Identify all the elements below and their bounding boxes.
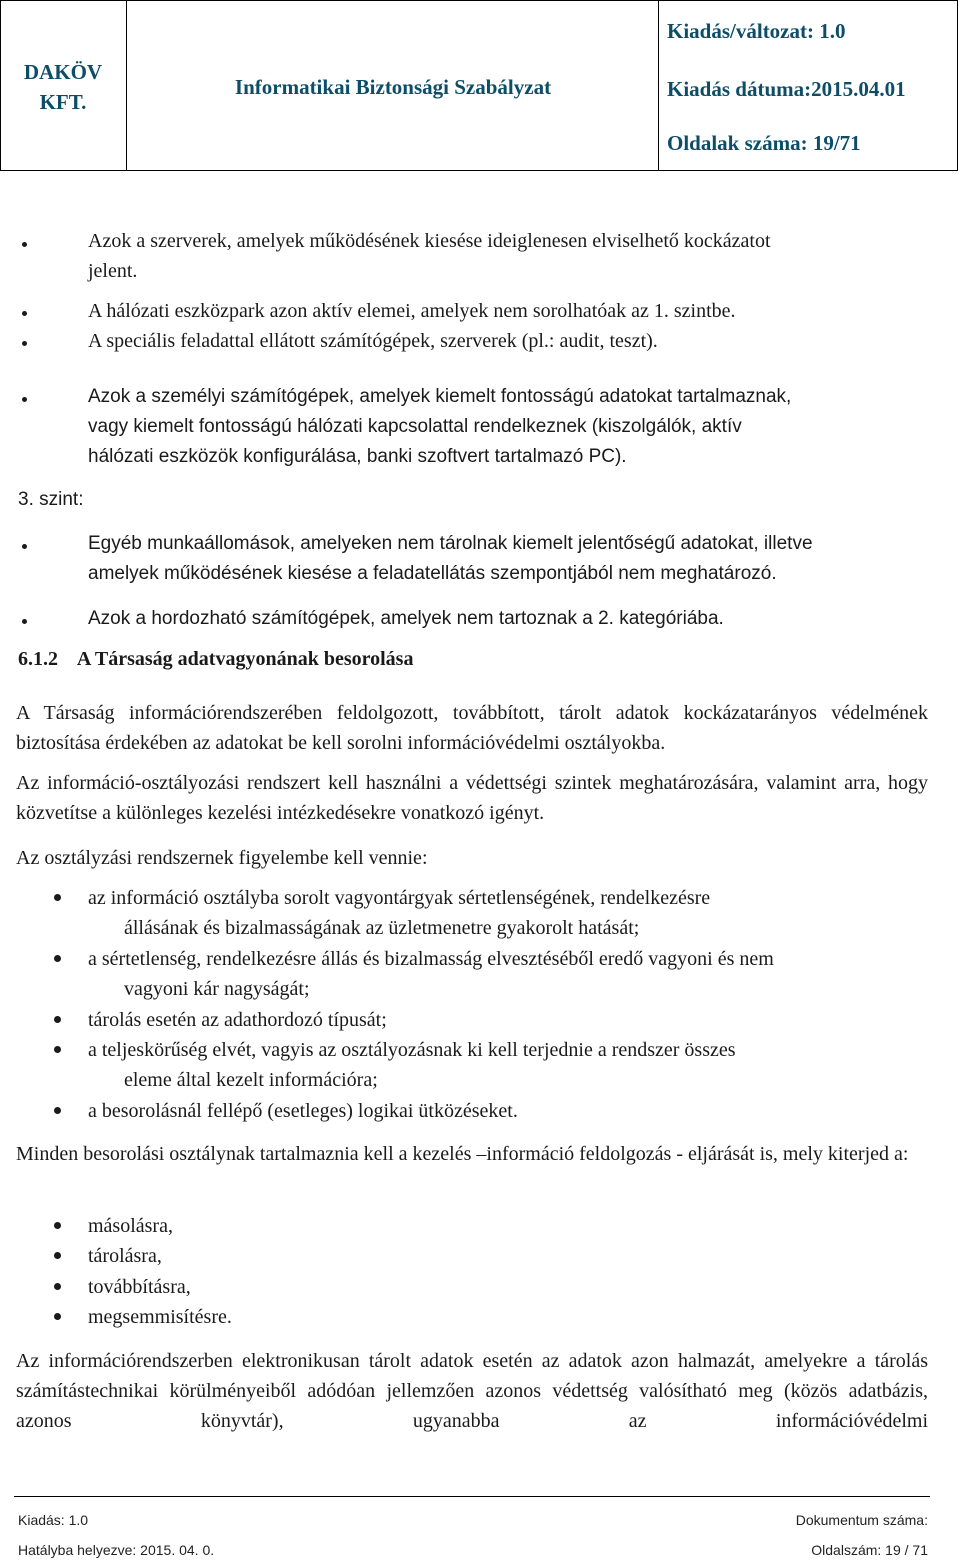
list-item-line: vagyoni kár nagyságát;: [124, 978, 310, 1000]
list-item-line: Egyéb munkaállomások, amelyeken nem tárolnak kiemelt jelentőségű adatokat, illetve: [88, 533, 813, 554]
bullet-icon: [54, 1222, 61, 1229]
page-count: Oldalak száma: 19/71: [667, 131, 861, 155]
list-item: [88, 226, 930, 286]
list-item-line: az információ osztályba sorolt vagyontárgyak sértetlenségének, rendelkezésre: [88, 887, 711, 909]
list-item-line: a besorolásnál fellépő (esetleges) logikai ütközéseket.: [88, 1100, 518, 1122]
bullet-icon: [54, 1107, 61, 1114]
list-item-line: Azok a szerverek, amelyek működésének kiesése ideiglenesen elviselhető kockázatot: [88, 230, 771, 252]
list-item: [88, 382, 930, 472]
bullet-icon: [54, 1046, 61, 1053]
list-item: [88, 1035, 930, 1095]
list-item: megsemmisítésre.: [88, 1306, 232, 1328]
bullet-icon: [54, 1016, 61, 1023]
edition-label: Kiadás/változat: 1.0: [667, 19, 846, 43]
bullet-icon: [22, 242, 27, 247]
company-name: [1, 57, 125, 117]
document-header: [0, 0, 958, 171]
list-item-line: jelent.: [88, 260, 138, 282]
footer-effective-date: Hatályba helyezve: 2015. 04. 0.: [18, 1542, 215, 1558]
list-item: tárolásra,: [88, 1245, 162, 1267]
list-item: [88, 604, 930, 634]
list-item-line: A speciális feladattal ellátott számítógépek, szerverek (pl.: audit, teszt).: [88, 330, 658, 352]
footer-page-number: Oldalszám: 19 / 71: [811, 1542, 928, 1558]
bullet-icon: [22, 397, 27, 402]
edition-date: Kiadás dátuma:2015.04.01: [667, 77, 906, 101]
bullet-icon: [54, 1283, 61, 1290]
list-item-line: Azok a hordozható számítógépek, amelyek nem tartoznak a 2. kategóriába.: [88, 608, 724, 629]
list-item: másolásra,: [88, 1215, 173, 1237]
footer-rule: [14, 1496, 930, 1497]
list-item: [88, 529, 930, 589]
section-number: 6.1.2: [18, 648, 58, 670]
footer-edition: Kiadás: 1.0: [18, 1512, 89, 1528]
list-item-line: tárolás esetén az adathordozó típusát;: [88, 1009, 387, 1031]
list-item: továbbításra,: [88, 1276, 191, 1298]
paragraph: Az információrendszerben elektronikusan tárolt adatok esetén az adatok azon halmazát, amelyekre a tárolás számítástechnikai körülményeiből adódóan jellemzően azonos védettség valósítható meg (közös adatbázis, azonos könyvtár), ugyanabba az információvédelmi: [16, 1350, 928, 1432]
list-item-line: a teljeskörűség elvét, vagyis az osztályozásnak ki kell terjednie a rendszer összes: [88, 1039, 736, 1061]
bullet-icon: [54, 1252, 61, 1259]
paragraph: Az információ-osztályozási rendszert kell használni a védettségi szintek meghatározására, valamint arra, hogy közvetítse a különleges kezelési intézkedésekre vonatkozó igényt.: [16, 772, 928, 824]
list-item: [88, 296, 930, 326]
bullet-icon: [22, 341, 27, 346]
footer-doc-number: Dokumentum száma:: [795, 1512, 928, 1528]
bullet-icon: [22, 619, 27, 624]
list-item-line: amelyek működésének kiesése a feladatellátás szempontjából nem meghatározó.: [88, 563, 777, 584]
section-heading: [18, 644, 413, 674]
paragraph: Minden besorolási osztálynak tartalmaznia kell a kezelés –információ feldolgozás - eljárását is, mely kiterjed a:: [16, 1143, 909, 1165]
level3-label: 3. szint:: [18, 489, 84, 510]
bullet-icon: [22, 544, 27, 549]
list-item: [88, 883, 930, 943]
policy-title: Informatikai Biztonsági Szabályzat: [234, 75, 552, 99]
bullet-icon: [22, 311, 27, 316]
paragraph: A Társaság információrendszerében feldolgozott, továbbított, tárolt adatok kockázatarányos védelmének biztosítása érdekében az adatokat be kell sorolni információvédelmi osztályokba.: [16, 702, 928, 754]
list-item-line: A hálózati eszközpark azon aktív elemei, amelyek nem sorolhatóak az 1. szintbe.: [88, 300, 736, 322]
company-name-line2: KFT.: [39, 90, 87, 114]
list-item-line: a sértetlenség, rendelkezésre állás és bizalmasság elvesztéséből eredő vagyoni és nem: [88, 948, 774, 970]
bullet-icon: [54, 894, 61, 901]
list-item: [88, 1096, 930, 1126]
list-item-line: eleme által kezelt információra;: [124, 1069, 378, 1091]
bullet-icon: [54, 955, 61, 962]
company-name-line1: DAKÖV: [23, 60, 103, 84]
list-item-line: Azok a személyi számítógépek, amelyek kiemelt fontosságú adatokat tartalmaznak,: [88, 386, 792, 407]
list-item-line: hálózati eszközök konfigurálása, banki szoftvert tartalmazó PC).: [88, 446, 627, 467]
list-item: [88, 944, 930, 1004]
bullet-icon: [54, 1313, 61, 1320]
paragraph: Az osztályzási rendszernek figyelembe kell vennie:: [16, 847, 428, 869]
section-title: A Társaság adatvagyonának besorolása: [76, 648, 414, 670]
list-item-line: vagy kiemelt fontosságú hálózati kapcsolattal rendelkeznek (kiszolgálók, aktív: [88, 416, 742, 437]
list-item-line: állásának és bizalmasságának az üzletmenetre gyakorolt hatását;: [124, 917, 640, 939]
list-item: [88, 326, 930, 356]
list-item: [88, 1005, 930, 1035]
